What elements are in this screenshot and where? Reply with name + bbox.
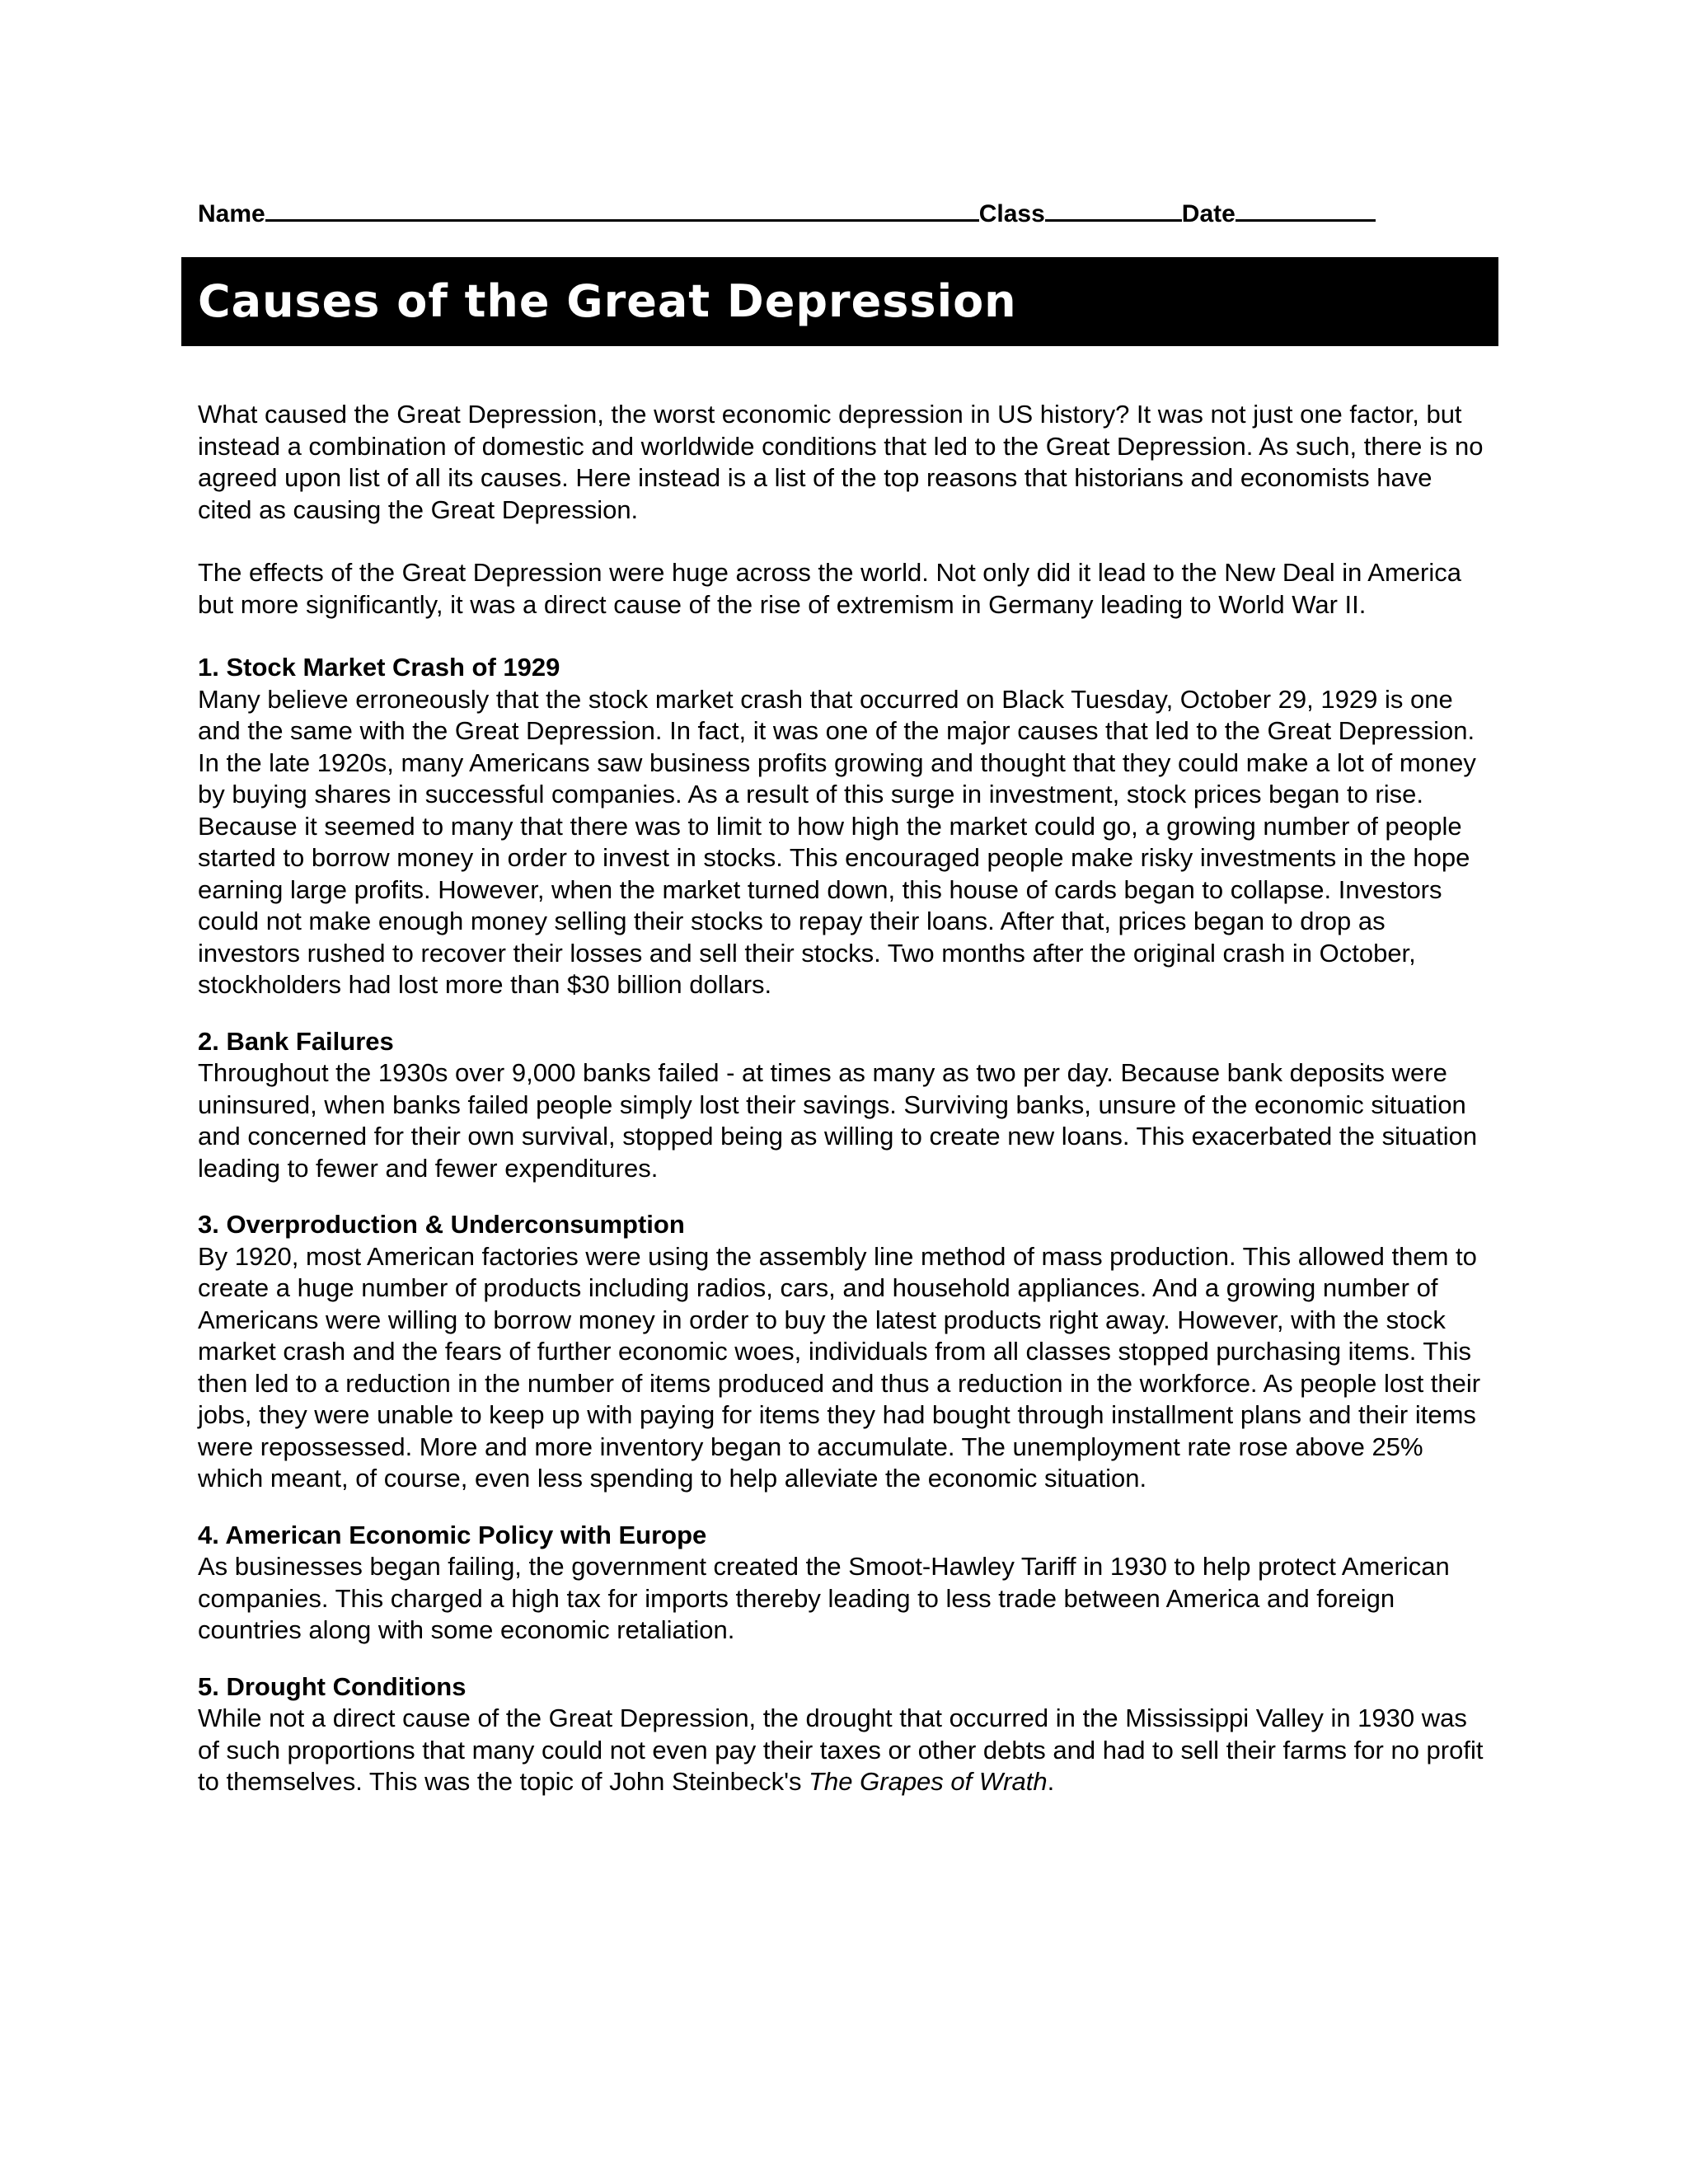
section-heading: 4. American Economic Policy with Europe	[198, 1520, 707, 1549]
section-bank-failures	[198, 1026, 1492, 1185]
title-banner	[181, 257, 1498, 346]
section-body-text: While not a direct cause of the Great Depression, the drought that occurred in the Mississippi Valley in 1930 was of such proportions that many could not even pay their taxes or other debts and had to sell their farms for no profit to themselves. This was the topic of John Steinbeck's	[198, 1704, 1484, 1796]
section-overproduction	[198, 1209, 1492, 1495]
class-label: Class	[978, 200, 1045, 227]
section-drought-conditions	[198, 1671, 1492, 1798]
class-blank[interactable]	[1045, 198, 1182, 222]
section-body: Throughout the 1930s over 9,000 banks failed - at times as many as two per day. Because bank deposits were uninsured, when banks failed people simply lost their savings. Surviving banks, unsure of the economic situation and concerned for their own survival, stopped being as willing to create new loans. This exacerbated the situation leading to fewer and fewer expenditures.	[198, 1058, 1478, 1183]
intro-paragraph-1: What caused the Great Depression, the worst economic depression in US history? It was not just one factor, but instead a combination of domestic and worldwide conditions that led to the Great Depression. As such, there is no agreed upon list of all its causes. Here instead is a list of the top reasons that historians and economists have cited as causing the Great Depression.	[198, 400, 1484, 524]
section-body: As businesses began failing, the government created the Smoot-Hawley Tariff in 1930 to help protect American companies. This charged a high tax for imports thereby leading to less trade between America and foreign countries along with some economic retaliation.	[198, 1552, 1450, 1644]
page-title: Causes of the Great Depression	[198, 275, 1017, 327]
section-body	[198, 1703, 1492, 1798]
section-economic-policy	[198, 1520, 1492, 1647]
section-heading: 2. Bank Failures	[198, 1026, 394, 1056]
book-title: The Grapes of Wrath	[809, 1767, 1048, 1796]
section-body: By 1920, most American factories were using the assembly line method of mass production. This allowed them to create a huge number of products including radios, cars, and household appliances. And a growing number of Americans were willing to borrow money in order to buy the latest products right away. However, with the stock market crash and the fears of further economic woes, individuals from all classes stopped purchasing items. This then led to a reduction in the number of items produced and thus a reduction in the workforce. As people lost their jobs, they were unable to keep up with paying for items they had bought through installment plans and their items were repossessed. More and more inventory began to accumulate. The unemployment rate rose above 25% which meant, of course, even less spending to help alleviate the economic situation.	[198, 1241, 1481, 1493]
worksheet-body	[198, 399, 1492, 1823]
intro-paragraph-2: The effects of the Great Depression were huge across the world. Not only did it lead to the New Deal in America but more significantly, it was a direct cause of the rise of extremism in Germany leading to World War II.	[198, 558, 1461, 619]
section-heading: 3. Overproduction & Underconsumption	[198, 1210, 685, 1239]
section-body: Many believe erroneously that the stock market crash that occurred on Black Tuesday, October 29, 1929 is one and the same with the Great Depression. In fact, it was one of the major causes that led to the Great Depression. In the late 1920s, many Americans saw business profits growing and thought that they could make a lot of money by buying shares in successful companies. As a result of this surge in investment, stock prices began to rise. Because it seemed to many that there was to limit to how high the market could go, a growing number of people started to borrow money in order to invest in stocks. This encouraged people make risky investments in the hope earning large profits. However, when the market turned down, this house of cards began to collapse. Investors could not make enough money selling their stocks to repay their loans. After that, prices began to drop as investors rushed to recover their losses and sell their stocks. Two months after the original crash in October, stockholders had lost more than $30 billion dollars.	[198, 684, 1476, 999]
section-stock-market-crash	[198, 652, 1492, 1001]
date-blank[interactable]	[1236, 198, 1376, 222]
student-info-line	[198, 198, 1376, 229]
section-heading: 5. Drought Conditions	[198, 1671, 467, 1701]
section-heading: 1. Stock Market Crash of 1929	[198, 653, 560, 682]
name-blank[interactable]	[265, 198, 979, 222]
name-label: Name	[198, 200, 265, 227]
date-label: Date	[1181, 200, 1236, 227]
section-body-end: .	[1047, 1767, 1055, 1796]
